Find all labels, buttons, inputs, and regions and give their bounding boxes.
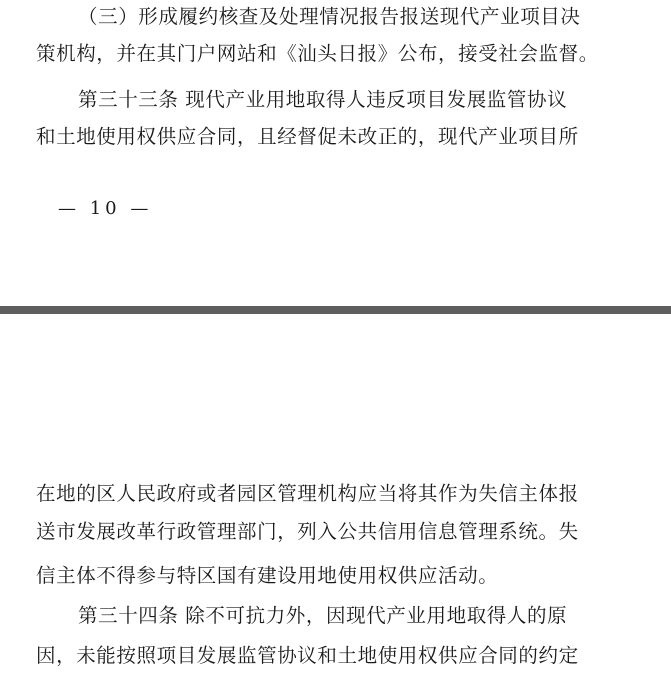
page-number: — 10 — [58,198,153,219]
article-33-line-1: 第三十三条 现代产业用地取得人违反项目发展监管协议 [78,88,568,111]
article-33-line-5: 信主体不得参与特区国有建设用地使用权供应活动。 [36,564,499,587]
page-separator [0,306,671,314]
article-33-line-3: 在地的区人民政府或者园区管理机构应当将其作为失信主体报 [36,482,579,505]
article-33-line-4: 送市发展改革行政管理部门，列入公共信用信息管理系统。失 [36,520,579,543]
document-page-top [0,0,671,306]
article-33-line-2: 和土地使用权供应合同，且经督促未改正的，现代产业项目所 [36,125,579,148]
document-page-bottom [0,314,671,674]
article-34-line-2: 因，未能按照项目发展监管协议和土地使用权供应合同的约定 [36,644,579,667]
clause-item-3-line-1: （三）形成履约核查及处理情况报告报送现代产业项目决 [78,5,581,28]
clause-item-3-line-2: 策机构，并在其门户网站和《汕头日报》公布，接受社会监督。 [36,42,599,65]
article-34-line-1: 第三十四条 除不可抗力外，因现代产业用地取得人的原 [78,604,568,627]
